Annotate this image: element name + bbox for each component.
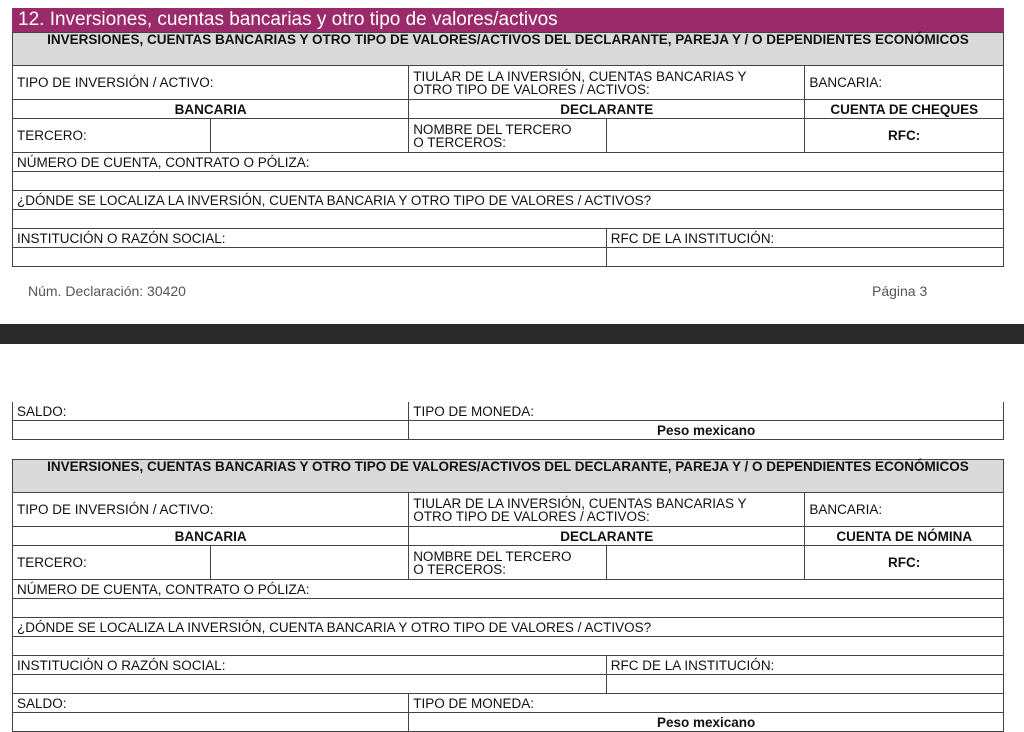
subtipo-value: CUENTA DE NÓMINA: [836, 528, 973, 544]
page-number: Página 3: [872, 283, 928, 299]
declaracion-number: Núm. Declaración: 30420: [28, 283, 186, 299]
saldo-label: SALDO:: [13, 694, 409, 712]
donde-label: ¿DÓNDE SE LOCALIZA LA INVERSIÓN, CUENTA BANCARIA Y OTRO TIPO DE VALORES / ACTIVOS?: [17, 192, 652, 208]
titular-value: DECLARANTE: [409, 100, 805, 118]
tipo-value: BANCARIA: [13, 527, 409, 545]
moneda-value: Peso mexicano: [656, 714, 756, 730]
tipo-inversion-label: TIPO DE INVERSIÓN / ACTIVO:: [13, 493, 409, 526]
tipo-inversion-label: TIPO DE INVERSIÓN / ACTIVO:: [13, 66, 409, 99]
tipo-value: BANCARIA: [13, 100, 409, 118]
bancaria-label: BANCARIA:: [809, 75, 883, 90]
investment-record-2: [12, 459, 1004, 732]
institucion-label: INSTITUCIÓN O RAZÓN SOCIAL:: [13, 656, 607, 674]
rfc-institucion-value: [607, 248, 1003, 266]
tipo-moneda-label: TIPO DE MONEDA:: [413, 695, 534, 711]
investment-record-1: [12, 32, 1004, 267]
tipo-moneda-label: TIPO DE MONEDA:: [413, 403, 534, 419]
numero-cuenta-label: NÚMERO DE CUENTA, CONTRATO O PÓLIZA:: [17, 581, 310, 597]
tercero-label: TERCERO:: [13, 546, 211, 579]
rfc-institucion-value: [607, 675, 1003, 693]
investment-record-1-continued: [12, 402, 1004, 440]
rfc-institucion-label: RFC DE LA INSTITUCIÓN:: [610, 657, 775, 673]
nombre-tercero-value: [607, 119, 806, 152]
saldo-value: [13, 713, 409, 731]
institucion-label: INSTITUCIÓN O RAZÓN SOCIAL:: [13, 229, 607, 247]
numero-cuenta-value: [13, 172, 1003, 190]
moneda-value: Peso mexicano: [656, 422, 756, 438]
donde-value: [13, 210, 1003, 228]
rfc-institucion-label: RFC DE LA INSTITUCIÓN:: [610, 230, 775, 246]
section-title: 12. Inversiones, cuentas bancarias y otro tipo de valores/activos: [12, 8, 1004, 32]
numero-cuenta-value: [13, 599, 1003, 617]
institucion-value: [13, 675, 607, 693]
bancaria-label: BANCARIA:: [809, 502, 883, 517]
page-4: [0, 344, 1024, 731]
rfc-label: RFC:: [888, 555, 921, 570]
saldo-value: [13, 421, 409, 439]
donde-label: ¿DÓNDE SE LOCALIZA LA INVERSIÓN, CUENTA BANCARIA Y OTRO TIPO DE VALORES / ACTIVOS?: [17, 619, 652, 635]
titular-label: TIULAR DE LA INVERSIÓN, CUENTAS BANCARIAS Y OTRO TIPO DE VALORES / ACTIVOS:: [409, 493, 805, 526]
institucion-value: [13, 248, 607, 266]
page-3: [0, 0, 1024, 324]
nombre-tercero-label: NOMBRE DEL TERCERO O TERCEROS:: [409, 546, 607, 579]
block-title: INVERSIONES, CUENTAS BANCARIAS Y OTRO TIPO DE VALORES/ACTIVOS DEL DECLARANTE, PAREJA Y / O DEPENDIENTES ECONÓMICOS: [12, 32, 1004, 66]
nombre-tercero-value: [607, 546, 806, 579]
numero-cuenta-label: NÚMERO DE CUENTA, CONTRATO O PÓLIZA:: [17, 154, 310, 170]
titular-label: TIULAR DE LA INVERSIÓN, CUENTAS BANCARIAS Y OTRO TIPO DE VALORES / ACTIVOS:: [409, 66, 805, 99]
block-title: INVERSIONES, CUENTAS BANCARIAS Y OTRO TIPO DE VALORES/ACTIVOS DEL DECLARANTE, PAREJA Y / O DEPENDIENTES ECONÓMICOS: [12, 459, 1004, 493]
page-divider: [0, 324, 1024, 344]
tercero-value: [211, 546, 410, 579]
titular-value: DECLARANTE: [409, 527, 805, 545]
donde-value: [13, 637, 1003, 655]
saldo-label: SALDO:: [13, 402, 409, 420]
nombre-tercero-label: NOMBRE DEL TERCERO O TERCEROS:: [409, 119, 607, 152]
subtipo-value: CUENTA DE CHEQUES: [830, 101, 979, 117]
rfc-label: RFC:: [888, 128, 921, 143]
tercero-label: TERCERO:: [13, 119, 211, 152]
tercero-value: [211, 119, 410, 152]
